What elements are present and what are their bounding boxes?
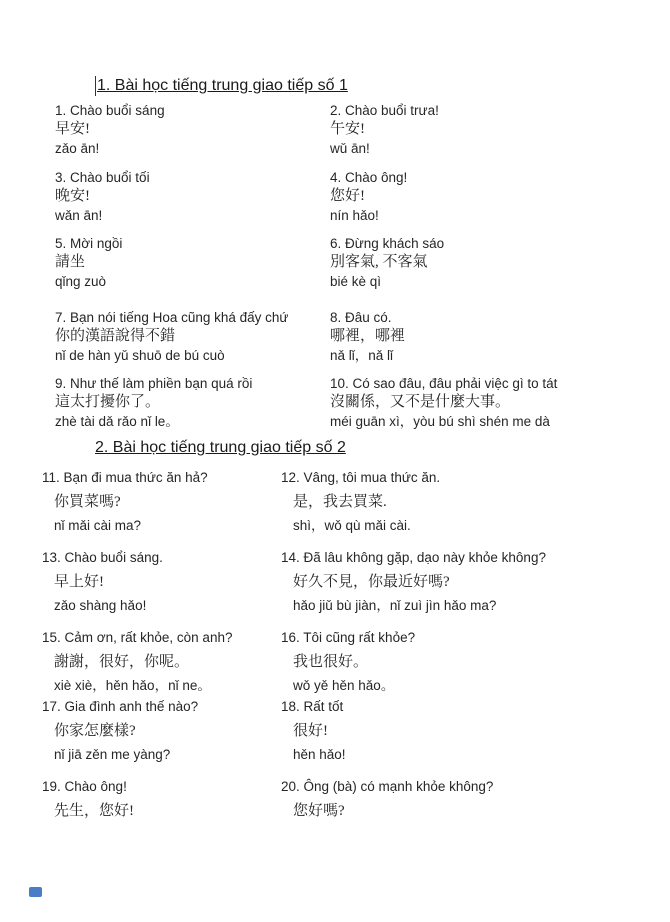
pinyin-line: wǎn ān! <box>55 208 103 223</box>
phrase-row <box>0 234 670 289</box>
viet-line: 18. Rất tốt <box>281 699 344 714</box>
viet-line: 1. Chào buổi sáng <box>55 103 165 118</box>
phrase-item-19 <box>42 775 134 823</box>
phrase-item-3 <box>55 168 150 225</box>
chinese-line: 好久不見，你最近好嗎? <box>293 574 450 590</box>
viet-line: 14. Đã lâu không gặp, dạo này khỏe không? <box>281 550 546 565</box>
chinese-line: 早安! <box>55 121 90 137</box>
phrase-row <box>0 466 670 533</box>
viet-line: 9. Như thế làm phiền bạn quá rồi <box>55 376 253 391</box>
pinyin-line: méi guān xì，yòu bú shì shén me dà <box>330 414 550 429</box>
phrase-item-4 <box>330 168 407 225</box>
phrase-item-2 <box>330 101 439 158</box>
chinese-line: 晚安! <box>55 188 90 204</box>
chinese-line: 這太打擾你了。 <box>55 394 161 410</box>
pinyin-line: shì，wǒ qù mǎi cài. <box>293 518 411 533</box>
pinyin-line: qǐng zuò <box>55 274 107 289</box>
phrase-row <box>0 695 670 762</box>
pinyin-line: nǎ lǐ，nǎ lǐ <box>330 348 394 363</box>
pinyin-line: hǎo jiǔ bù jiàn，nǐ zuì jìn hǎo ma? <box>293 598 497 613</box>
phrase-item-13 <box>42 546 163 618</box>
pinyin-line: zǎo ān! <box>55 141 100 156</box>
chinese-line: 沒關係，又不是什麼大事。 <box>330 394 511 410</box>
pinyin-line: xiè xiè，hěn hǎo，nǐ ne。 <box>54 678 211 693</box>
pinyin-line: nǐ de hàn yǔ shuō de bú cuò <box>55 348 225 363</box>
chinese-line: 是，我去買菜. <box>293 494 387 510</box>
viet-line: 17. Gia đình anh thế nào? <box>42 699 199 714</box>
phrase-item-17 <box>42 695 198 767</box>
phrase-item-20 <box>281 775 493 823</box>
viet-line: 19. Chào ông! <box>42 779 127 794</box>
viet-line: 10. Có sao đâu, đâu phải việc gì to tát <box>330 376 558 391</box>
viet-line: 12. Vâng, tôi mua thức ăn. <box>281 470 441 485</box>
chinese-line: 哪裡，哪裡 <box>330 328 406 344</box>
chinese-line: 午安! <box>330 121 365 137</box>
chinese-line: 先生，您好! <box>54 803 134 819</box>
chinese-line: 很好! <box>293 723 328 739</box>
viet-line: 7. Bạn nói tiếng Hoa cũng khá đấy chứ <box>55 310 289 325</box>
phrase-item-14 <box>281 546 546 618</box>
phrase-item-16 <box>281 626 415 698</box>
phrase-item-18 <box>281 695 346 767</box>
chinese-line: 您好! <box>330 188 365 204</box>
phrase-item-1 <box>55 101 165 158</box>
viet-line: 16. Tôi cũng rất khỏe? <box>281 630 416 645</box>
phrase-item-10 <box>330 374 557 431</box>
pinyin-line: zǎo shàng hǎo! <box>54 598 147 613</box>
viet-line: 3. Chào buổi tối <box>55 170 150 185</box>
pinyin-line: nín hǎo! <box>330 208 379 223</box>
section-1-title: 1. Bài học tiếng trung giao tiếp số 1 <box>97 77 348 94</box>
viet-line: 5. Mời ngồi <box>55 236 123 251</box>
section-2-title: 2. Bài học tiếng trung giao tiếp số 2 <box>95 439 346 456</box>
chinese-line: 我也很好。 <box>293 654 369 670</box>
phrase-item-9 <box>55 374 252 431</box>
phrase-item-15 <box>42 626 232 698</box>
pinyin-line: wǒ yě hěn hǎo。 <box>293 678 395 693</box>
phrase-item-6 <box>330 234 444 291</box>
chinese-line: 你家怎麼樣? <box>54 723 136 739</box>
viet-line: 8. Đâu có. <box>330 310 392 325</box>
pinyin-line: nǐ jiā zěn me yàng? <box>54 747 171 762</box>
phrase-item-11 <box>42 466 208 538</box>
phrase-item-8 <box>330 308 405 365</box>
phrase-row <box>0 626 670 693</box>
blue-marker-icon <box>29 887 42 897</box>
phrase-row <box>0 168 670 223</box>
chinese-line: 請坐 <box>55 254 86 270</box>
phrase-row <box>0 374 670 429</box>
viet-line: 13. Chào buổi sáng. <box>42 550 163 565</box>
viet-line: 6. Đừng khách sáo <box>330 236 445 251</box>
pinyin-line: zhè tài dǎ rǎo nǐ le。 <box>55 414 179 429</box>
chinese-line: 謝謝，很好，你呢。 <box>54 654 190 670</box>
chinese-line: 您好嗎? <box>293 803 345 819</box>
phrase-row <box>0 308 670 363</box>
phrase-item-7 <box>55 308 288 365</box>
chinese-line: 你的漢語說得不錯 <box>55 328 176 344</box>
phrase-row <box>0 546 670 613</box>
phrase-item-12 <box>281 466 440 538</box>
chinese-line: 早上好! <box>54 574 104 590</box>
viet-line: 20. Ông (bà) có mạnh khỏe không? <box>281 779 494 794</box>
chinese-line: 你買菜嗎? <box>54 494 121 510</box>
pinyin-line: wǔ ān! <box>330 141 370 156</box>
phrase-row <box>0 101 670 156</box>
chinese-line: 別客氣, 不客氣 <box>330 254 428 270</box>
pinyin-line: hěn hǎo! <box>293 747 346 762</box>
pinyin-line: bié kè qì <box>330 274 382 289</box>
pinyin-line: nǐ mǎi cài ma? <box>54 518 142 533</box>
phrase-row <box>0 775 670 819</box>
phrase-item-5 <box>55 234 122 291</box>
viet-line: 15. Cảm ơn, rất khỏe, còn anh? <box>42 630 233 645</box>
viet-line: 2. Chào buổi trưa! <box>330 103 439 118</box>
viet-line: 4. Chào ông! <box>330 170 408 185</box>
text-cursor <box>95 76 96 96</box>
viet-line: 11. Bạn đi mua thức ăn hả? <box>42 470 208 485</box>
